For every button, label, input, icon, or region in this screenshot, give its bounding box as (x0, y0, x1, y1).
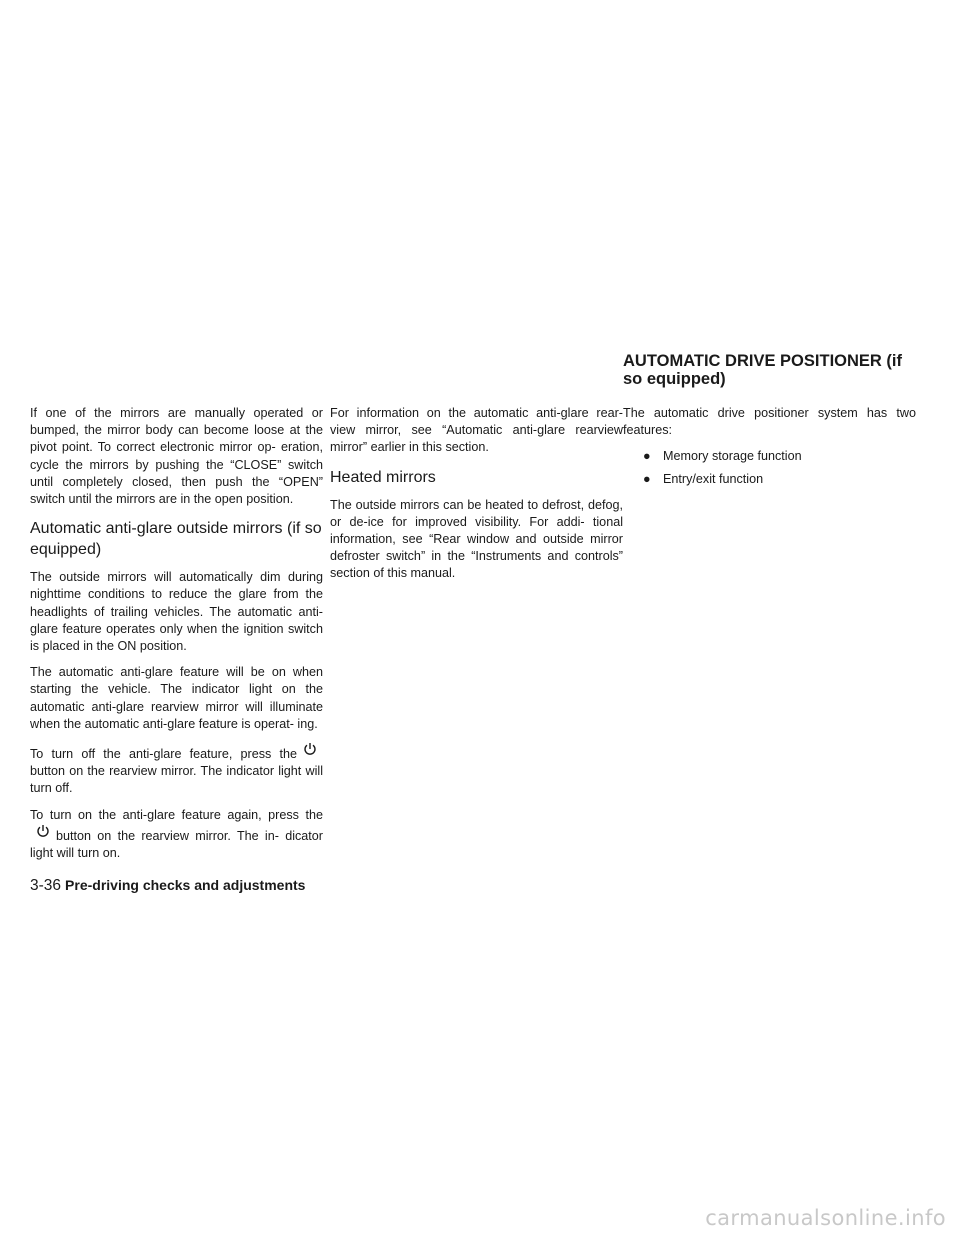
bullet-icon: ● (643, 449, 651, 464)
heated-mirrors-paragraph: The outside mirrors can be heated to defrost, defog, or de-ice for improved visibility. For addi- tional information, see “Rear window and outside mirror defroster switch” in the “Instruments and controls” section of this manual. (330, 497, 623, 581)
footer-section-name: Pre-driving checks and adjustments (65, 877, 306, 893)
page-footer (30, 877, 305, 895)
feature-label: Memory storage function (663, 449, 802, 464)
turn-on-text-start: To turn on the anti-glare feature again, press the (30, 807, 323, 822)
column-3 (623, 405, 916, 494)
list-item (623, 448, 916, 465)
heated-mirrors-heading: Heated mirrors (330, 468, 436, 486)
anti-glare-heading: Automatic anti-glare outside mirrors (if so equipped) (30, 520, 322, 559)
feature-list (623, 448, 916, 488)
power-icon (36, 824, 50, 838)
turn-off-text-start: To turn off the anti-glare feature, press the (30, 747, 297, 762)
positioner-intro: The automatic drive positioner system has two features: (623, 406, 916, 438)
turn-off-text-end: button on the rearview mirror. The indicator light will turn off. (30, 764, 323, 796)
turn-on-text-end: button on the rearview mirror. The in- dicator light will turn on. (30, 828, 323, 861)
rearview-reference-paragraph: For information on the automatic anti-glare rear- view mirror, see “Automatic anti-glare rearview mirror” earlier in this section. (330, 406, 623, 455)
column-1 (30, 405, 323, 871)
intro-paragraph: If one of the mirrors are manually operated or bumped, the mirror body can become loose at the pivot point. To correct electronic mirror op- eration, cycle the mirrors by pushing the “CLOSE” switch until completely closed, then push the “OPEN” switch until the mirrors are in the open position. (30, 406, 323, 507)
power-icon (303, 742, 317, 756)
anti-glare-paragraph-3 (30, 742, 323, 798)
feature-label: Entry/exit function (663, 472, 764, 487)
watermark-link[interactable]: carmanualsonline.info (705, 1206, 946, 1230)
bullet-icon: ● (643, 472, 651, 487)
anti-glare-paragraph-1: The outside mirrors will automatically dim during nighttime conditions to reduce the glare from the headlights of trailing vehicles. The automatic anti- glare feature operates only when the ignition switch is placed in the ON position. (30, 570, 323, 654)
section-title: AUTOMATIC DRIVE POSITIONER (if so equipped) (623, 352, 902, 388)
list-item (623, 471, 916, 488)
column-2 (330, 405, 623, 592)
anti-glare-paragraph-2: The automatic anti-glare feature will be on when starting the vehicle. The indicator light on the automatic anti-glare rearview mirror will illuminate when the automatic anti-glare feature is operat- ing. (30, 665, 323, 731)
page-number: 3-36 (30, 877, 62, 894)
anti-glare-paragraph-4 (30, 807, 323, 863)
